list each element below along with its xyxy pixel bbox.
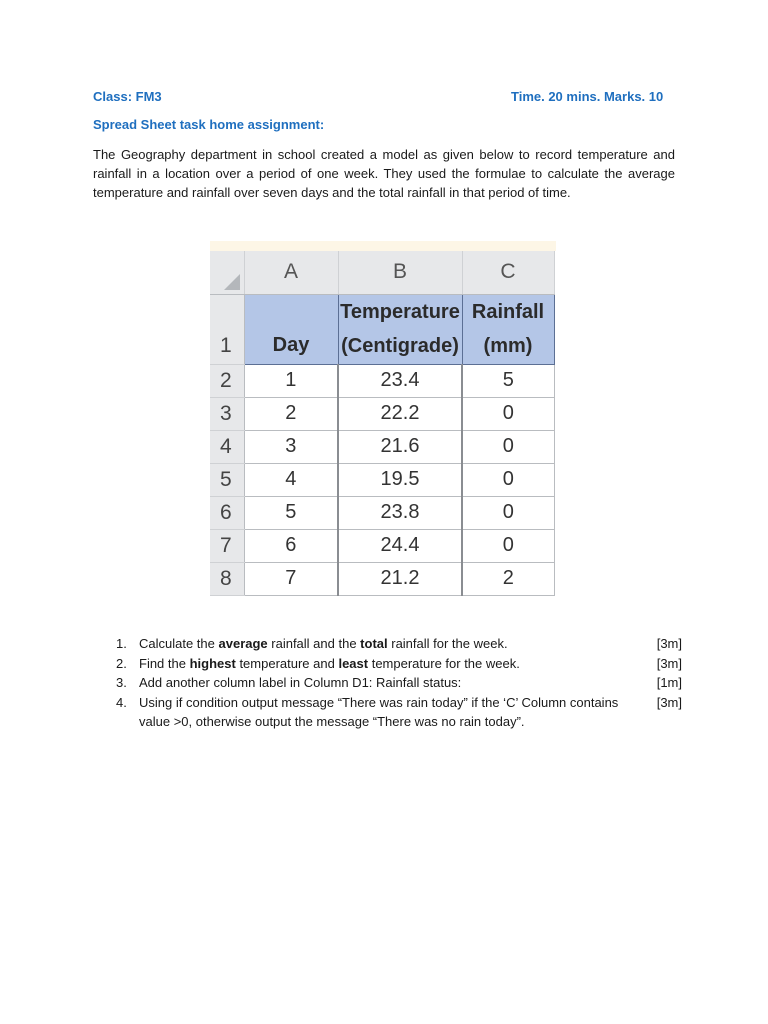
temperature-cell: 23.8	[338, 496, 462, 529]
table-row	[210, 430, 554, 463]
temperature-cell: 21.2	[338, 562, 462, 595]
question-item	[116, 693, 682, 732]
rainfall-header-line2: (mm)	[483, 335, 533, 357]
question-number: 4.	[116, 694, 127, 710]
select-all-triangle-icon	[224, 274, 240, 290]
day-cell: 3	[244, 430, 338, 463]
day-cell: 7	[244, 562, 338, 595]
spreadsheet-image	[210, 241, 556, 596]
question-item	[116, 634, 682, 654]
temperature-cell: 19.5	[338, 463, 462, 496]
emphasis-total: total	[360, 636, 388, 651]
question-text-part: rainfall and the	[267, 636, 361, 651]
temperature-cell: 22.2	[338, 397, 462, 430]
row-number: 1	[210, 294, 244, 364]
question-text-part: temperature and	[235, 655, 339, 671]
question-text: Using if condition output message “There was rain today” if the ‘C’ Column contains value >0, otherwise output the message “There was no rain today”.	[139, 694, 619, 729]
day-cell: 2	[244, 397, 338, 430]
day-cell: 1	[244, 364, 338, 397]
assignment-title: Spread Sheet task home assignment:	[93, 117, 325, 132]
question-list	[116, 634, 682, 732]
question-marks: [1m]	[656, 675, 682, 690]
class-label: Class: FM3	[93, 89, 162, 104]
select-all-corner	[210, 251, 244, 294]
question-text-part: Calculate the	[139, 636, 219, 651]
day-cell: 5	[244, 496, 338, 529]
question-number: 3.	[116, 675, 127, 690]
table-row	[210, 463, 554, 496]
temperature-header-line1: Temperature	[340, 301, 460, 323]
header-cell-temperature	[338, 294, 462, 364]
day-cell: 4	[244, 463, 338, 496]
column-header-a: A	[244, 251, 338, 294]
rainfall-cell: 0	[462, 430, 554, 463]
row-number: 3	[210, 397, 244, 430]
question-text-part: rainfall for the week.	[387, 636, 508, 651]
spreadsheet-top-strip	[210, 241, 556, 251]
question-text	[139, 654, 635, 674]
rainfall-cell: 0	[462, 463, 554, 496]
day-cell: 6	[244, 529, 338, 562]
question-marks: [3m]	[656, 694, 682, 710]
question-item	[116, 673, 682, 693]
table-row	[210, 364, 554, 397]
time-marks-label: Time. 20 mins. Marks. 10	[511, 89, 664, 104]
rainfall-header-line1: Rainfall	[471, 301, 545, 323]
temperature-cell: 24.4	[338, 529, 462, 562]
question-marks: [3m]	[656, 655, 682, 671]
row-number: 7	[210, 529, 244, 562]
rainfall-cell: 0	[462, 496, 554, 529]
temperature-header-line2: (Centigrade)	[341, 335, 459, 357]
column-header-c: C	[462, 251, 554, 294]
question-number: 2.	[116, 655, 127, 671]
column-header-row	[210, 251, 554, 294]
intro-paragraph: The Geography department in school created a model as given below to record temperature and rainfall in a location over a period of one week. They used the formulae to calculate the average temperature and rainfall over seven days and the total rainfall in that period of time.	[93, 147, 675, 200]
row-number: 2	[210, 364, 244, 397]
rainfall-cell: 5	[462, 364, 554, 397]
table-row	[210, 529, 554, 562]
rainfall-cell: 0	[462, 397, 554, 430]
row-number: 8	[210, 562, 244, 595]
spreadsheet-table	[210, 251, 555, 596]
emphasis-least: least	[338, 655, 369, 671]
temperature-cell: 23.4	[338, 364, 462, 397]
row-number: 5	[210, 463, 244, 496]
row-number: 6	[210, 496, 244, 529]
rainfall-cell: 0	[462, 529, 554, 562]
table-row	[210, 397, 554, 430]
table-row	[210, 562, 554, 595]
header-cell-rainfall	[462, 294, 554, 364]
question-text-part: temperature for the week.	[368, 655, 520, 671]
temperature-cell: 21.6	[338, 430, 462, 463]
question-text: Add another column label in Column D1: Rainfall status:	[139, 675, 462, 690]
column-header-b: B	[338, 251, 462, 294]
emphasis-highest: highest	[189, 655, 236, 671]
question-marks: [3m]	[656, 636, 682, 651]
row-number: 4	[210, 430, 244, 463]
table-row	[210, 496, 554, 529]
emphasis-average: average	[218, 636, 268, 651]
question-text-part: Find the	[139, 655, 190, 671]
question-item	[116, 654, 682, 674]
header-data-row	[210, 294, 554, 364]
question-text	[139, 634, 635, 654]
rainfall-cell: 2	[462, 562, 554, 595]
question-number: 1.	[116, 636, 127, 651]
header-cell-day: Day	[244, 294, 338, 364]
